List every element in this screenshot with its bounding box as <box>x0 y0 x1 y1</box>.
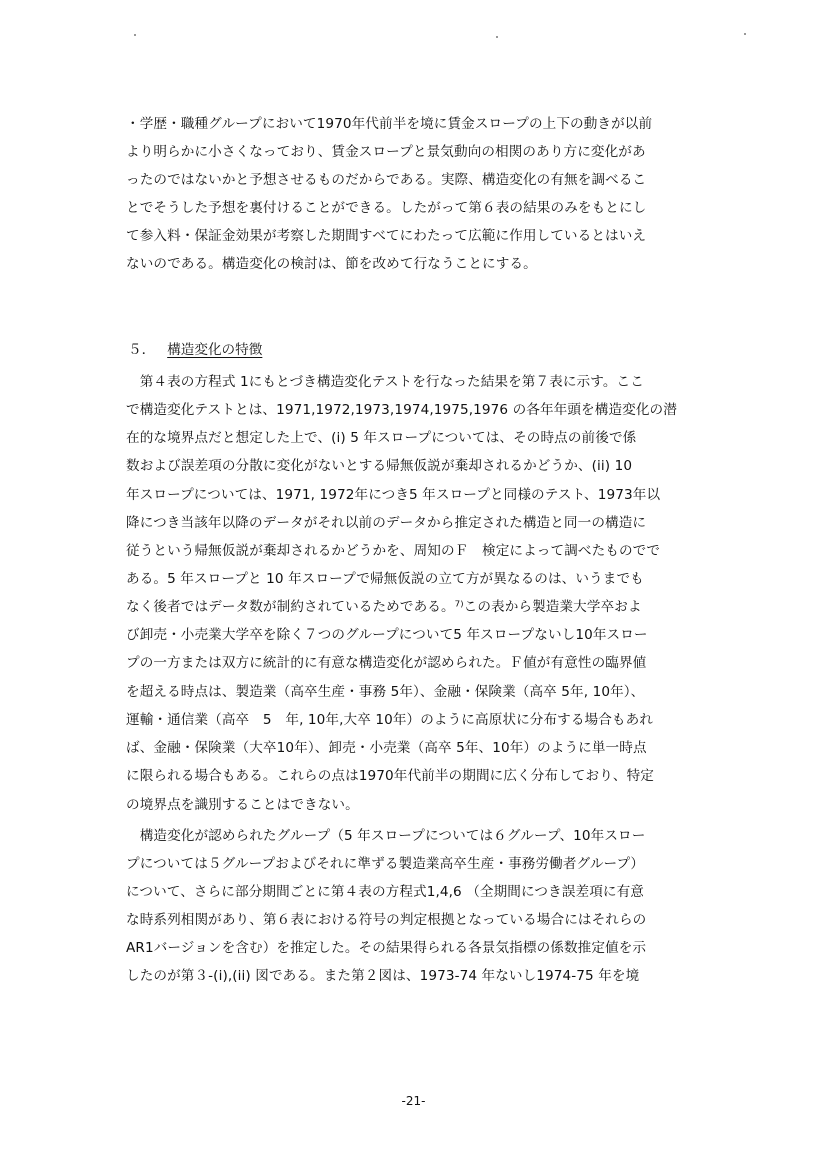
page-number: -21- <box>401 1094 426 1108</box>
text-line: プについては５グループおよびそれに準ずる製造業高卒生産・事務労働者グループ） <box>126 856 645 872</box>
text-line: 降につき当該年以降のデータがそれ以前のデータから推定された構造と同一の構造に <box>126 515 647 531</box>
text-line: したのが第３-(i),(ii) 図である。また第２図は、1973-74 年ないし1974-75 年を境 <box>126 968 640 984</box>
text-line: 年スロープについては、1971, 1972年につき5 年スロープと同様のテスト、1973年以 <box>126 487 661 503</box>
text-line: 数および誤差項の分散に変化がないとする帰無仮説が棄却されるかどうか、(ii) 10 <box>126 458 633 474</box>
scan-speck <box>496 36 498 38</box>
section-title: 構造変化の特徴 <box>167 342 263 358</box>
scan-speck <box>134 34 136 36</box>
text-line: AR1バージョンを含む）を推定した。その結果得られる各景気指標の係数推定値を示 <box>126 940 647 956</box>
text-line: 従うという帰無仮説が棄却されるかどうかを、周知のＦ 検定によって調べたものでで <box>126 543 661 559</box>
text-line: に限られる場合もある。これらの点は1970年代前半の期間に広く分布しており、特定 <box>126 768 654 784</box>
text-line: の境界点を識別することはできない。 <box>126 797 359 813</box>
text-line: ・学歴・職種グループにおいて1970年代前半を境に賃金スロープの上下の動きが以前 <box>126 116 653 132</box>
text-line: とでそうした予想を裏付けることができる。したがって第６表の結果のみをもとにし <box>126 200 647 216</box>
text-line: ば、金融・保険業（大卒10年）、卸売・小売業（高卒 5年、10年）のように単一時点 <box>126 740 647 756</box>
text-line: 在的な境界点だと想定した上で、(i) 5 年スロープについては、その時点の前後で係 <box>126 430 637 446</box>
text-line: ったのではないかと予想させるものだからである。実際、構造変化の有無を調べるこ <box>126 172 647 188</box>
text-line: より明らかに小さくなっており、賃金スロープと景気動向の相関のあり方に変化があ <box>126 144 646 160</box>
section-heading <box>128 341 262 359</box>
text-line: 第４表の方程式 1にもとづき構造変化テストを行なった結果を第７表に示す。ここ <box>126 374 644 390</box>
text-line: び卸売・小売業大学卒を除く７つのグループについて5 年スロープないし10年スロー <box>126 627 648 643</box>
text-line: な時系列相関があり、第６表における符号の判定根拠となっている場合にはそれらの <box>126 912 647 928</box>
section-number: ５． <box>128 342 156 358</box>
text-line: について、さらに部分期間ごとに第４表の方程式1,4,6 （全期間につき誤差項に有意 <box>126 884 644 900</box>
text-line: ある。5 年スロープと 10 年スロープで帰無仮説の立て方が異なるのは、いうまでも <box>126 571 644 587</box>
scan-speck <box>744 33 746 35</box>
text-line: 運輸・通信業（高卒 5 年, 10年,大卒 10年）のように高原状に分布する場合もあれ <box>126 712 654 728</box>
text-line: ないのである。構造変化の検討は、節を改めて行なうことにする。 <box>126 256 537 272</box>
text-line: 構造変化が認められたグループ（5 年スロープについては６グループ、10年スロー <box>126 828 646 844</box>
text-line: て参入料・保証金効果が考察した期間すべてにわたって広範に作用しているとはいえ <box>126 228 647 244</box>
text-line: なく後者ではデータ数が制約されているためである。⁷⁾この表から製造業大学卒およ <box>126 599 642 615</box>
text-line: で構造変化テストとは、1971,1972,1973,1974,1975,1976 の各年年頭を構造変化の潜 <box>126 402 677 418</box>
text-line: プの一方または双方に統計的に有意な構造変化が認められた。Ｆ値が有意性の臨界値 <box>126 655 647 671</box>
text-line: を超える時点は、製造業（高卒生産・事務 5年）、金融・保険業（高卒 5年, 10年）、 <box>126 684 645 700</box>
